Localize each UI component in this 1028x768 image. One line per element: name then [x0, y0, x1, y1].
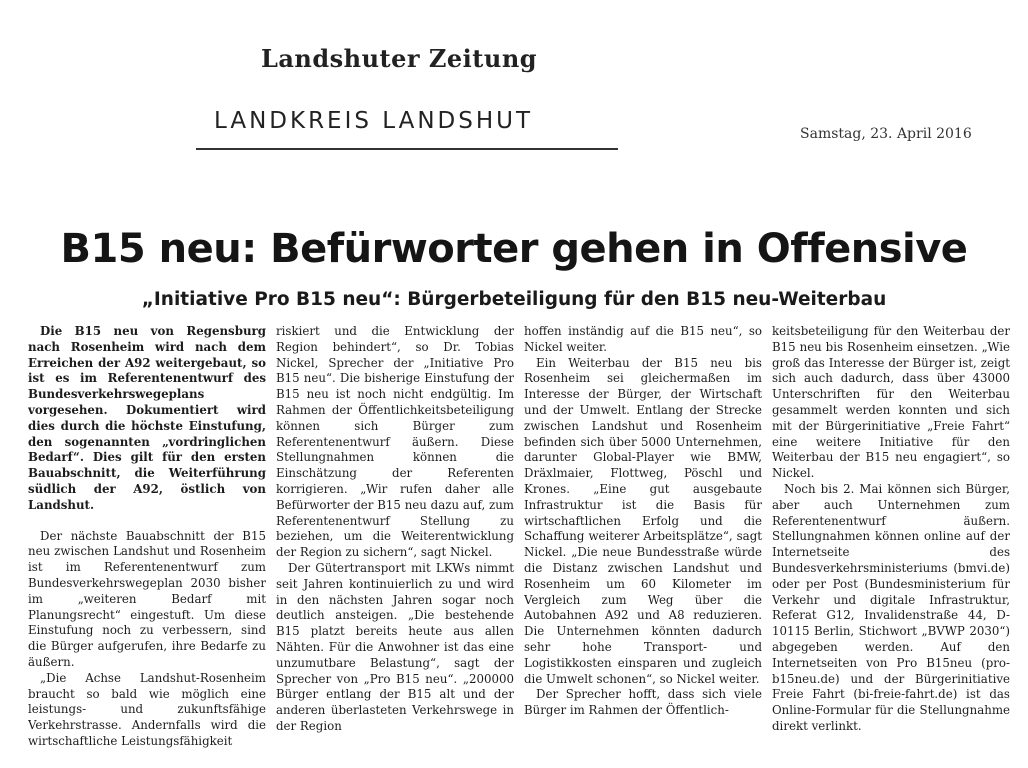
- newspaper-masthead: Landshuter Zeitung: [260, 44, 538, 73]
- article-subheadline: „Initiative Pro B15 neu“: Bürgerbeteiligung für den B15 neu-Weiterbau: [141, 289, 887, 310]
- section-title: LANDKREIS LANDSHUT: [214, 108, 534, 134]
- section-rule: [196, 148, 618, 150]
- article-paragraph: Die B15 neu von Regensburg nach Rosenheim wird nach dem Erreichen der A92 weitergebaut, so ist es im Referentenentwurf des Bundesverkehrswegeplans vorgesehen. Dokumentiert wird dies durch die höchste Einstufung, den sogenannten „vordringlichen Bedarf“. Dies gilt für den ersten Bauabschnitt, die Weiterführung südlich der A92, östlich von Landshut.: [28, 324, 266, 512]
- article-paragraph: Noch bis 2. Mai können sich Bürger, aber auch Unternehmen zum Referentenentwurf äußern. Stellungnahmen können online auf der Internetseite des Bundesverkehrsministeriums (bmvi.de) oder per Post (Bundesministerium für Verkehr und digitale Infrastruktur, Referat G12, Invalidenstraße 44, D-10115 Berlin, Stichwort „BVWP 2030“) abgegeben werden. Auf den Internetseiten von Pro B15neu (pro-b15neu.de) und der Bürgerinitiative Freie Fahrt (bi-freie-fahrt.de) ist das Online-Formular für die Stellungnahme direkt verlinkt.: [772, 481, 1010, 733]
- article-paragraph: riskiert und die Entwicklung der Region behindert“, so Dr. Tobias Nickel, Sprecher der „Initiative Pro B15 neu“. Die bisherige Einstufung der B15 neu ist noch nicht endgültig. Im Rahmen der Öffentlichkeitsbeteiligung können sich Bürger zum Referentenentwurf äußern. Diese Stellungnahmen können die Einschätzung der Referenten korrigieren. „Wir rufen daher alle Befürworter der B15 neu dazu auf, zum Referentenentwurf Stellung zu beziehen, um die Weiterentwicklung der Region zu sichern“, sagt Nickel.: [276, 324, 514, 560]
- article-column-1: [28, 324, 266, 764]
- article-column-2: [276, 324, 514, 764]
- article-column-4: [772, 324, 1010, 764]
- article-paragraph: „Die Achse Landshut-Rosenheim braucht so bald wie möglich eine leistungs- und zukunftsfähige Verkehrstrasse. Andernfalls wird die wirtschaftliche Leistungsfähigkeit: [28, 670, 266, 748]
- article-paragraph: Der Gütertransport mit LKWs nimmt seit Jahren kontinuierlich zu und wird in den nächsten Jahren sogar noch deutlich ansteigen. „Die bestehende B15 platzt bereits heute aus allen Nähten. Für die Anwohner ist das eine unzumutbare Belastung“, sagt der Sprecher von „Pro B15 neu“. „200000 Bürger entlang der B15 alt und der anderen überlasteten Verkehrswege in der Region: [276, 560, 514, 733]
- article-paragraph: Der nächste Bauabschnitt der B15 neu zwischen Landshut und Rosenheim ist im Referentenentwurf zum Bundesverkehrswegeplan 2030 bisher im „weiteren Bedarf mit Planungsrecht“ eingestuft. Um diese Einstufung noch zu verbessern, sind die Bürger aufgerufen, ihre Bedarfe zu äußern.: [28, 528, 266, 669]
- article-headline: B15 neu: Befürworter gehen in Offensive: [60, 226, 968, 272]
- article-paragraph: hoffen inständig auf die B15 neu“, so Nickel weiter.: [524, 324, 762, 354]
- article-body: [28, 324, 1010, 764]
- article-paragraph: Ein Weiterbau der B15 neu bis Rosenheim sei gleichermaßen im Interesse der Bürger, der Wirtschaft und der Umwelt. Entlang der Strecke zwischen Landshut und Rosenheim befinden sich über 5000 Unternehmen, darunter Global-Player wie BMW, Dräxlmaier, Flottweg, Pöschl und Krones. „Eine gut ausgebaute Infrastruktur ist die Basis für wirtschaftlichen Erfolg und die Schaffung weiterer Arbeitsplätze“, sagt Nickel. „Die neue Bundesstraße würde die Distanz zwischen Landshut und Rosenheim um 60 Kilometer im Vergleich zum Weg über die Autobahnen A92 und A8 reduzieren. Die Unternehmen könnten dadurch sehr hohe Transport- und Logistikkosten einsparen und zugleich die Umwelt schonen“, so Nickel weiter.: [524, 355, 762, 686]
- article-paragraph: Der Sprecher hofft, dass sich viele Bürger im Rahmen der Öffentlich-: [524, 687, 762, 718]
- article-paragraph: keitsbeteiligung für den Weiterbau der B15 neu bis Rosenheim einsetzen. „Wie groß das Interesse der Bürger ist, zeigt sich auch dadurch, dass über 43000 Unterschriften für den Weiterbau gesammelt werden konnten und sich mit der Bürgerinitiative „Freie Fahrt“ eine weitere Initiative für den Weiterbau der B15 neu engagiert“, so Nickel.: [772, 324, 1010, 481]
- publication-date: Samstag, 23. April 2016: [800, 126, 972, 142]
- article-column-3: [524, 324, 762, 764]
